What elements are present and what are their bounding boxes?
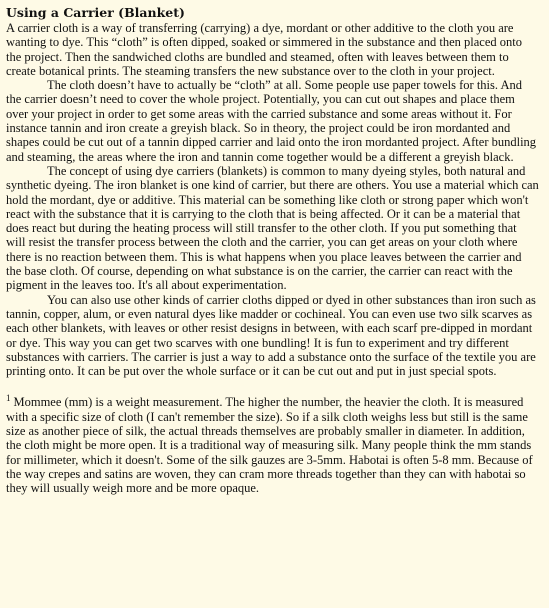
footnote-marker: 1 bbox=[6, 393, 11, 404]
paragraph-3: The concept of using dye carriers (blankets) is common to many dyeing styles, both natural and synthetic dyeing. The iron blanket is one kind of carrier, but there are others. You use a material which can hold the mordant, dye or additive. This material can be something like cloth or strong paper which won't react with the substance that it is carrying to the cloth that is being affected. Or it can be a material that does react but during the heating process will still transfer to the other cloth. If you put something that will resist the transfer process between the cloth and the carrier, you can get areas on your cloth where there is no reaction between them. This is what happens when you place leaves between the carrier and the base cloth. Of course, depending on what substance is on the carrier, the carrier can react with the pigment in the leaves too. It's all about experimentation. bbox=[6, 163, 539, 293]
footnote-text: Mommee (mm) is a weight measurement. The higher the number, the heavier the cloth. It is measured with a specific size of cloth (I can't remember the size). So if a silk cloth weighs less but still is the same size as another piece of silk, the actual threads themselves are probably smaller in diameter. In addition, the cloth might be more open. It is a traditional way of measuring silk. Many people think the mm stands for millimeter, which it doesn't. Some of the silk gauzes are 3-5mm. Habotai is often 5-8 mm. Because of the way crepes and satins are woven, they can cram more threads together than they can with habotai so they will usually weigh more and be more opaque. bbox=[6, 395, 533, 496]
section-title: Using a Carrier (Blanket) bbox=[6, 5, 185, 20]
footnote bbox=[6, 395, 539, 495]
paragraph-2: The cloth doesn’t have to actually be “cloth” at all. Some people use paper towels for this. And the carrier doesn’t need to cover the whole project. Potentially, you can cut out shapes and place them over your project in order to get some areas with the carried substance and some areas without it. For instance tannin and iron create a greyish black. So in theory, the project could be iron mordanted and shapes could be cut out of a tannin dipped carrier and laid onto the iron mordanted project. After bundling and steaming, the areas where the iron and tannin come together would be a different a greyish black. bbox=[6, 78, 537, 164]
paragraph-1: A carrier cloth is a way of transferring (carrying) a dye, mordant or other additive to the cloth you are wanting to dye. This “cloth” is often dipped, soaked or simmered in the substance and then placed onto the project. Then the sandwiched cloths are bundled and steamed, often with leaves between them to create botanical prints. The steaming transfers the new substance over to the cloth in your project. bbox=[6, 21, 522, 78]
paragraph-4: You can also use other kinds of carrier cloths dipped or dyed in other substances than iron such as tannin, copper, alum, or even natural dyes like madder or cochineal. You can even use two silk scarves as each other blankets, with leaves or other resist designs in between, with each scarf pre-dipped in mordant or dye. This way you can get two scarves with one bundling! It is fun to experiment and try different substances with carriers. The carrier is just a way to add a substance onto the surface of the textile you are printing onto. It can be put over the whole surface or it can be cut out and put in just special spots. bbox=[6, 292, 536, 379]
